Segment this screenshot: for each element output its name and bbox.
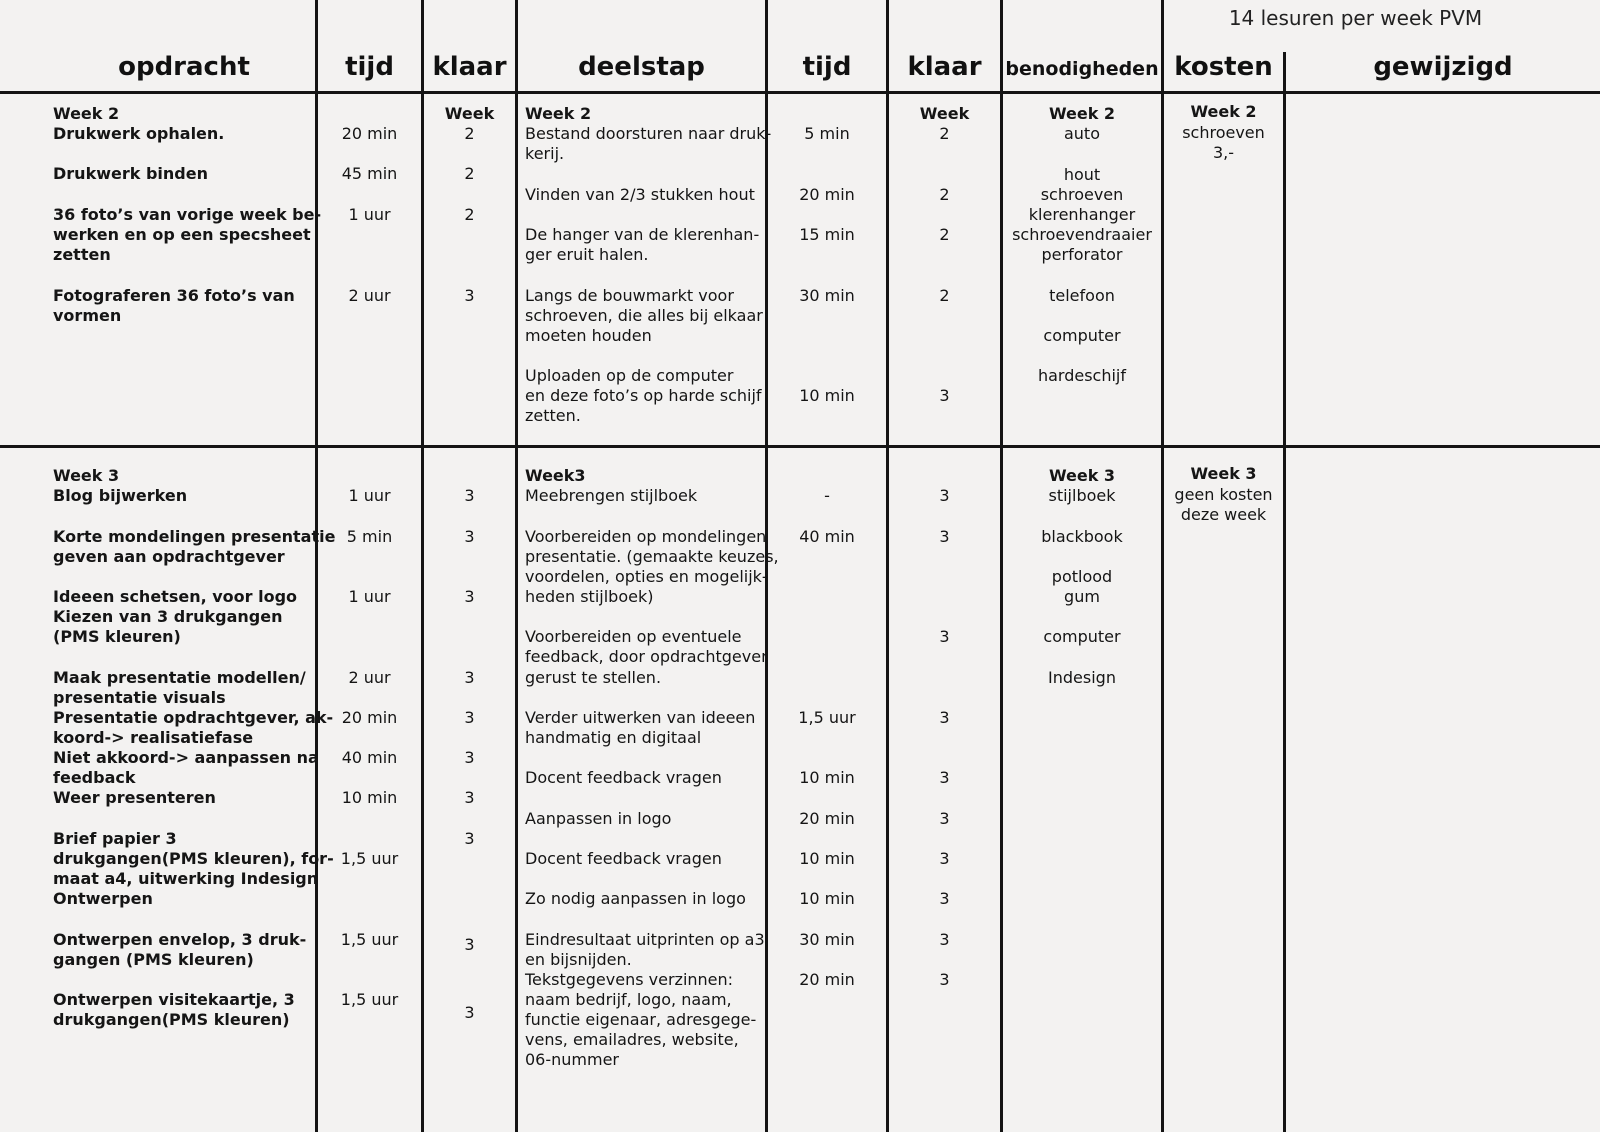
task-text: Ontwerpen	[53, 889, 153, 908]
time-value: 20 min	[341, 124, 398, 143]
cost-text: deze week	[1180, 505, 1267, 524]
substep-text: schroeven, die alles bij elkaar	[525, 306, 763, 325]
week-label: Week 2	[525, 104, 592, 123]
substep-text: Docent feedback vragen	[525, 849, 722, 868]
substep-text: heden stijlboek)	[525, 587, 654, 606]
header-kosten: kosten	[1174, 52, 1273, 82]
time-value: 30 min	[799, 930, 855, 949]
done-value: 3	[464, 829, 475, 848]
substep-text: Langs de bouwmarkt voor	[525, 286, 734, 305]
done-value: 3	[939, 809, 950, 828]
time-value: 40 min	[799, 527, 855, 546]
supply-item: hardeschijf	[1037, 366, 1127, 385]
header-tijd: tijd	[802, 52, 852, 82]
substep-text: moeten houden	[525, 326, 652, 345]
task-text: Kiezen van 3 drukgangen	[53, 607, 283, 626]
substep-text: Verder uitwerken van ideeen	[525, 708, 756, 727]
header-benodigheden: benodigheden	[1005, 58, 1159, 80]
task-text: drukgangen(PMS kleuren), for-	[53, 849, 334, 868]
time-value: 20 min	[799, 185, 855, 204]
done-value: 2	[939, 225, 950, 244]
done-value: 3	[939, 708, 950, 727]
time-value: 20 min	[799, 970, 855, 989]
task-text: presentatie visuals	[53, 688, 226, 707]
time-value: 1,5 uur	[340, 990, 399, 1009]
substep-text: Uploaden op de computer	[525, 366, 734, 385]
time-value: 5 min	[804, 124, 850, 143]
time-value: 20 min	[799, 809, 855, 828]
task-text: vormen	[53, 306, 122, 325]
substep-text: Voorbereiden op eventuele	[525, 627, 742, 646]
task-text: Drukwerk ophalen.	[53, 124, 225, 143]
task-text: koord-> realisatiefase	[53, 728, 254, 747]
substep-text: vens, emailadres, website,	[525, 1030, 739, 1049]
time-value: 1 uur	[348, 205, 391, 224]
done-value: 3	[464, 708, 475, 727]
task-text: zetten	[53, 245, 111, 264]
header-deelstap: deelstap	[578, 52, 705, 82]
done-value: 2	[464, 124, 475, 143]
header-divider	[0, 91, 1600, 94]
substep-text: ger eruit halen.	[525, 245, 649, 264]
week-label: Week 3	[1048, 466, 1116, 485]
week-label: Week 2	[1190, 102, 1257, 121]
done-value: 3	[464, 788, 475, 807]
supply-item: computer	[1043, 326, 1121, 345]
task-text: Maak presentatie modellen/	[53, 668, 306, 687]
task-text: drukgangen(PMS kleuren)	[53, 1010, 290, 1029]
done-value: 3	[464, 1003, 475, 1022]
done-value: 2	[939, 124, 950, 143]
task-text: Drukwerk binden	[53, 164, 208, 183]
done-value: 3	[939, 970, 950, 989]
supply-item: telefoon	[1049, 286, 1115, 305]
substep-text: naam bedrijf, logo, naam,	[525, 990, 732, 1009]
time-value: 10 min	[341, 788, 398, 807]
substep-text: Bestand doorsturen naar druk-	[525, 124, 772, 143]
done-value: 3	[464, 486, 475, 505]
done-value: 3	[464, 748, 475, 767]
time-value: 1,5 uur	[340, 930, 399, 949]
done-value: 2	[939, 286, 950, 305]
supply-item: Indesign	[1048, 668, 1116, 687]
time-value: 1,5 uur	[340, 849, 399, 868]
done-value: 3	[939, 627, 950, 646]
time-value: 40 min	[341, 748, 398, 767]
task-text: Blog bijwerken	[53, 486, 188, 505]
time-value: 10 min	[799, 889, 855, 908]
task-text: Brief papier 3	[53, 829, 177, 848]
substep-text: Voorbereiden op mondelingen	[525, 527, 767, 546]
substep-text: zetten.	[525, 406, 581, 425]
supply-item: blackbook	[1041, 527, 1123, 546]
substep-text: Tekstgegevens verzinnen:	[525, 970, 734, 989]
task-text: gangen (PMS kleuren)	[53, 950, 254, 969]
substep-text: en deze foto’s op harde schijf	[525, 386, 762, 405]
header-gewijzigd: gewijzigd	[1373, 52, 1513, 82]
task-text: (PMS kleuren)	[53, 627, 181, 646]
time-value: 1 uur	[348, 486, 391, 505]
cost-text: schroeven	[1182, 123, 1265, 142]
time-value: 30 min	[799, 286, 855, 305]
done-value: 3	[939, 889, 950, 908]
time-value: 15 min	[799, 225, 855, 244]
task-text: Korte mondelingen presentatie	[53, 527, 336, 546]
time-value: 1 uur	[348, 587, 391, 606]
column-divider	[1283, 52, 1286, 1132]
substep-text: De hanger van de klerenhan-	[525, 225, 760, 244]
task-text: Weer presenteren	[53, 788, 216, 807]
done-value: 2	[464, 164, 475, 183]
substep-text: Eindresultaat uitprinten op a3	[525, 930, 765, 949]
substep-text: Meebrengen stijlboek	[525, 486, 698, 505]
done-value: 3	[939, 849, 950, 868]
substep-text: voordelen, opties en mogelijk-	[525, 567, 768, 586]
week-label: Week 3	[1190, 464, 1257, 483]
time-value: 2 uur	[348, 286, 391, 305]
substep-text: en bijsnijden.	[525, 950, 632, 969]
done-value: 3	[464, 286, 475, 305]
substep-text: 06-nummer	[525, 1050, 620, 1069]
supply-item: schroeven	[1040, 185, 1124, 204]
task-text: Fotograferen 36 foto’s van	[53, 286, 295, 305]
time-value: 10 min	[799, 849, 855, 868]
column-divider	[1161, 0, 1164, 1132]
time-value: 20 min	[341, 708, 398, 727]
supply-item: gum	[1064, 587, 1100, 606]
week-label: Week 2	[1048, 104, 1116, 123]
done-value: 3	[464, 587, 475, 606]
supply-item: perforator	[1041, 245, 1123, 264]
meta-note: 14 lesuren per week PVM	[1228, 6, 1483, 30]
done-value: 3	[464, 527, 475, 546]
done-value: 3	[464, 668, 475, 687]
time-value: 1,5 uur	[798, 708, 856, 727]
task-text: maat a4, uitwerking Indesign	[53, 869, 319, 888]
week-divider	[0, 445, 1600, 448]
done-value: 3	[464, 935, 475, 954]
header-klaar: klaar	[907, 52, 982, 82]
done-value: 3	[939, 386, 950, 405]
task-text: feedback	[53, 768, 136, 787]
task-text: Ontwerpen visitekaartje, 3	[53, 990, 295, 1009]
task-text: geven aan opdrachtgever	[53, 547, 285, 566]
cost-text: 3,-	[1212, 143, 1235, 162]
header-opdracht: opdracht	[118, 52, 250, 82]
substep-text: functie eigenaar, adresgege-	[525, 1010, 757, 1029]
substep-text: presentatie. (gemaakte keuzes,	[525, 547, 779, 566]
header-tijd: tijd	[345, 52, 394, 82]
supply-item: klerenhanger	[1028, 205, 1136, 224]
done-label: Week	[444, 104, 495, 123]
task-text: Ontwerpen envelop, 3 druk-	[53, 930, 307, 949]
week-label: Week 2	[53, 104, 120, 123]
done-value: 3	[939, 527, 950, 546]
substep-text: Aanpassen in logo	[525, 809, 672, 828]
done-value: 3	[939, 768, 950, 787]
time-value: 5 min	[346, 527, 393, 546]
supply-item: stijlboek	[1048, 486, 1116, 505]
column-divider	[886, 0, 889, 1132]
task-text: 36 foto’s van vorige week be-	[53, 205, 322, 224]
task-text: Niet akkoord-> aanpassen na	[53, 748, 319, 767]
supply-item: computer	[1043, 627, 1121, 646]
column-divider	[515, 0, 518, 1132]
done-value: 2	[464, 205, 475, 224]
substep-text: gerust te stellen.	[525, 668, 662, 687]
week-label: Week3	[525, 466, 586, 485]
header-klaar: klaar	[432, 52, 507, 82]
task-text: werken en op een specsheet	[53, 225, 311, 244]
supply-item: hout	[1063, 165, 1101, 184]
task-text: Presentatie opdrachtgever, ak-	[53, 708, 334, 727]
time-value: 45 min	[341, 164, 398, 183]
time-value: 2 uur	[348, 668, 391, 687]
supply-item: auto	[1063, 124, 1100, 143]
time-value: 10 min	[799, 386, 855, 405]
substep-text: handmatig en digitaal	[525, 728, 702, 747]
task-text: Ideeen schetsen, voor logo	[53, 587, 298, 606]
done-value: 3	[939, 486, 950, 505]
supply-item: potlood	[1051, 567, 1113, 586]
done-value: 3	[939, 930, 950, 949]
time-value: 10 min	[799, 768, 855, 787]
substep-text: Vinden van 2/3 stukken hout	[525, 185, 755, 204]
supply-item: schroevendraaier	[1012, 225, 1152, 244]
substep-text: kerij.	[525, 144, 565, 163]
substep-text: Zo nodig aanpassen in logo	[525, 889, 746, 908]
substep-text: feedback, door opdrachtgever	[525, 647, 768, 666]
cost-text: geen kosten	[1174, 485, 1273, 504]
time-value: -	[824, 486, 830, 505]
done-value: 2	[939, 185, 950, 204]
week-label: Week 3	[53, 466, 120, 485]
done-label: Week	[919, 104, 970, 123]
substep-text: Docent feedback vragen	[525, 768, 722, 787]
